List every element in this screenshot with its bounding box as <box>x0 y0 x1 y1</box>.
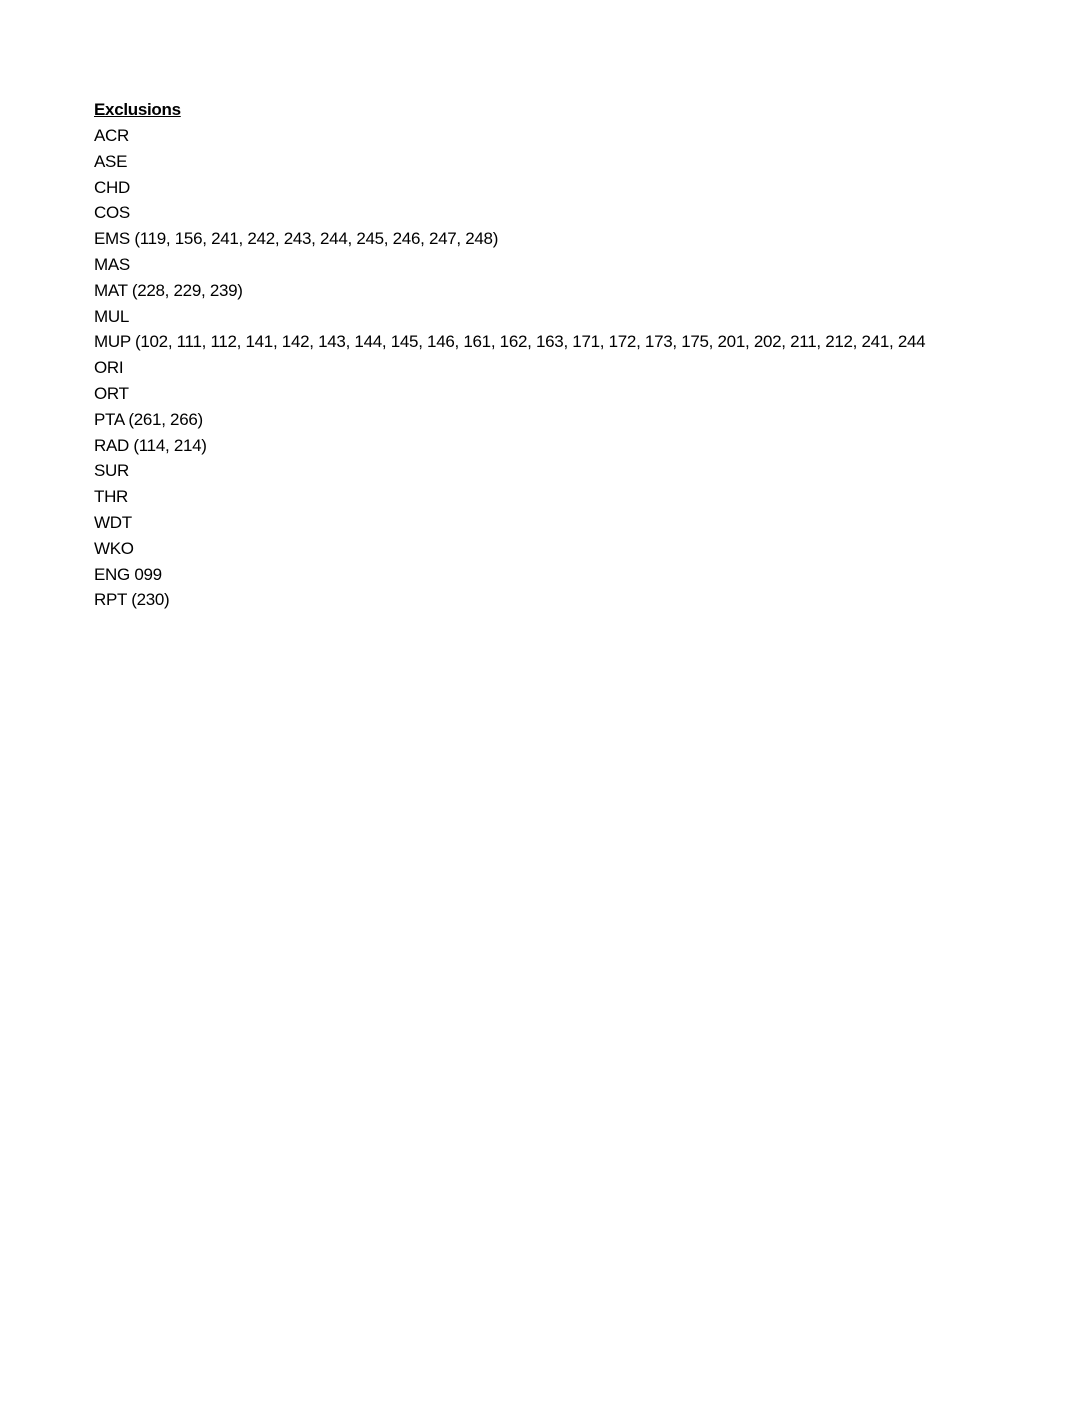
list-item: RPT (230) <box>94 590 170 610</box>
exclusions-heading: Exclusions <box>94 100 181 119</box>
list-item: ACR <box>94 126 129 145</box>
list-item: PTA (261, 266) <box>94 409 203 429</box>
list-item: MAS <box>94 254 130 274</box>
list-item: COS <box>94 203 130 223</box>
list-item: ENG 099 <box>94 564 162 584</box>
list-item: ASE <box>94 151 128 171</box>
list-item: EMS (119, 156, 241, 242, 243, 244, 245, 246, 247, 248) <box>94 229 499 249</box>
list-item: WKO <box>94 538 134 558</box>
list-item: MUP (102, 111, 112, 141, 142, 143, 144, 145, 146, 161, 162, 163, 171, 172, 173, 175, 201, 202, 211, 212, 241, 244 <box>94 332 926 352</box>
list-item: RAD (114, 214) <box>94 435 207 455</box>
list-item: ORT <box>94 383 129 403</box>
list-item: ORI <box>94 358 124 378</box>
document-content <box>94 97 1074 613</box>
list-item: WDT <box>94 512 132 532</box>
exclusions-list <box>94 123 1074 613</box>
list-item: MUL <box>94 306 129 326</box>
list-item: SUR <box>94 461 129 481</box>
list-item: MAT (228, 229, 239) <box>94 280 243 300</box>
list-item: CHD <box>94 177 130 197</box>
list-item: THR <box>94 487 129 507</box>
